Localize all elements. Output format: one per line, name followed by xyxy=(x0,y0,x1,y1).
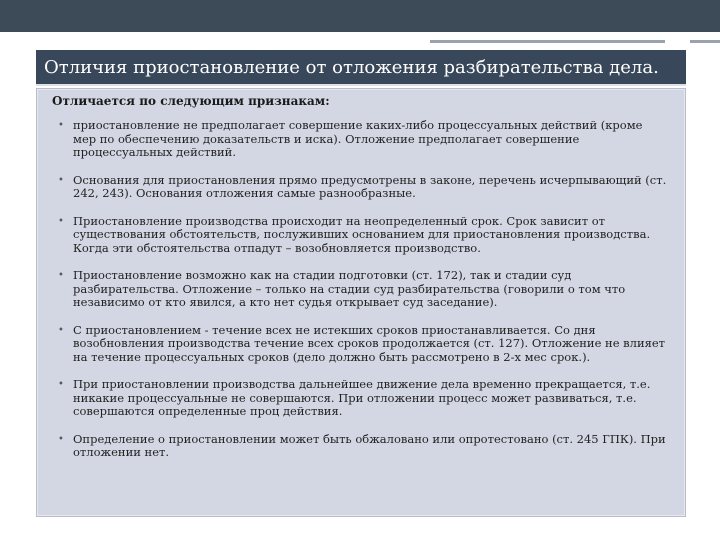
list-item-text: приостановление не предполагает совершение каких-либо процессуальных действий (кроме мер по обеспечению доказательств и иска). Отложение предполагает совершение процессуальных действий. xyxy=(73,118,643,159)
bullet-icon: • xyxy=(58,324,64,336)
decor-line xyxy=(430,40,665,43)
intro-text: Отличается по следующим признакам: xyxy=(52,94,330,108)
list-item-text: Определение о приостановлении может быть обжаловано или опротестовано (ст. 245 ГПК). При отложении нет. xyxy=(73,431,666,459)
list-item-text: Приостановление производства происходит на неопределенный срок. Срок зависит от существования обстоятельств, послуживших основанием для приостановления производства. Когда эти обстоятельства отпадут – возобновляется производство. xyxy=(73,213,651,255)
list-item-text: Основания для приостановления прямо предусмотрены в законе, перечень исчерпывающий (ст. 242, 243). Основания отложения самые разнообразные. xyxy=(73,172,667,200)
list-item xyxy=(37,174,686,201)
slide-title: Отличия приостановление от отложения разбирательства дела. xyxy=(44,57,659,78)
bullet-icon: • xyxy=(58,379,64,390)
list-item xyxy=(37,324,686,365)
bullet-icon: • xyxy=(58,120,64,131)
title-bar xyxy=(36,50,686,86)
bullet-icon: • xyxy=(58,270,64,281)
list-item xyxy=(37,215,686,256)
list-item xyxy=(37,378,686,419)
list-item-text: С приостановлением - течение всех не истекших сроков приостанавливается. Со дня возобновления производства течение всех сроков продолжается (ст. 127). Отложение не влияет на течение процессуальных сроков (дело должно быть рассмотрено в 2-х мес срок.). xyxy=(73,322,666,364)
bullet-icon: • xyxy=(58,433,64,445)
bullet-icon: • xyxy=(58,174,64,186)
header-band xyxy=(0,0,720,32)
list-item-text: При приостановлении производства дальнейшее движение дела временно прекращается, т.е. никакие процессуальные не совершаются. При отложении процесс может развиваться, т.е. совершаются определенные проц действия. xyxy=(73,377,651,418)
criteria-list xyxy=(37,119,686,474)
header-stripe xyxy=(0,32,720,36)
list-item-text: Приостановление возможно как на стадии подготовки (ст. 172), так и стадии суд разбирательства. Отложение – только на стадии суд разбирательства (говорили о том что независимо от кто явился, а кто нет судья открывает суд заседание). xyxy=(73,268,626,309)
bullet-icon: • xyxy=(58,215,64,227)
decor-line xyxy=(690,40,720,43)
list-item xyxy=(37,119,686,160)
content-panel xyxy=(36,88,686,517)
list-item xyxy=(37,269,686,310)
list-item xyxy=(37,433,686,460)
